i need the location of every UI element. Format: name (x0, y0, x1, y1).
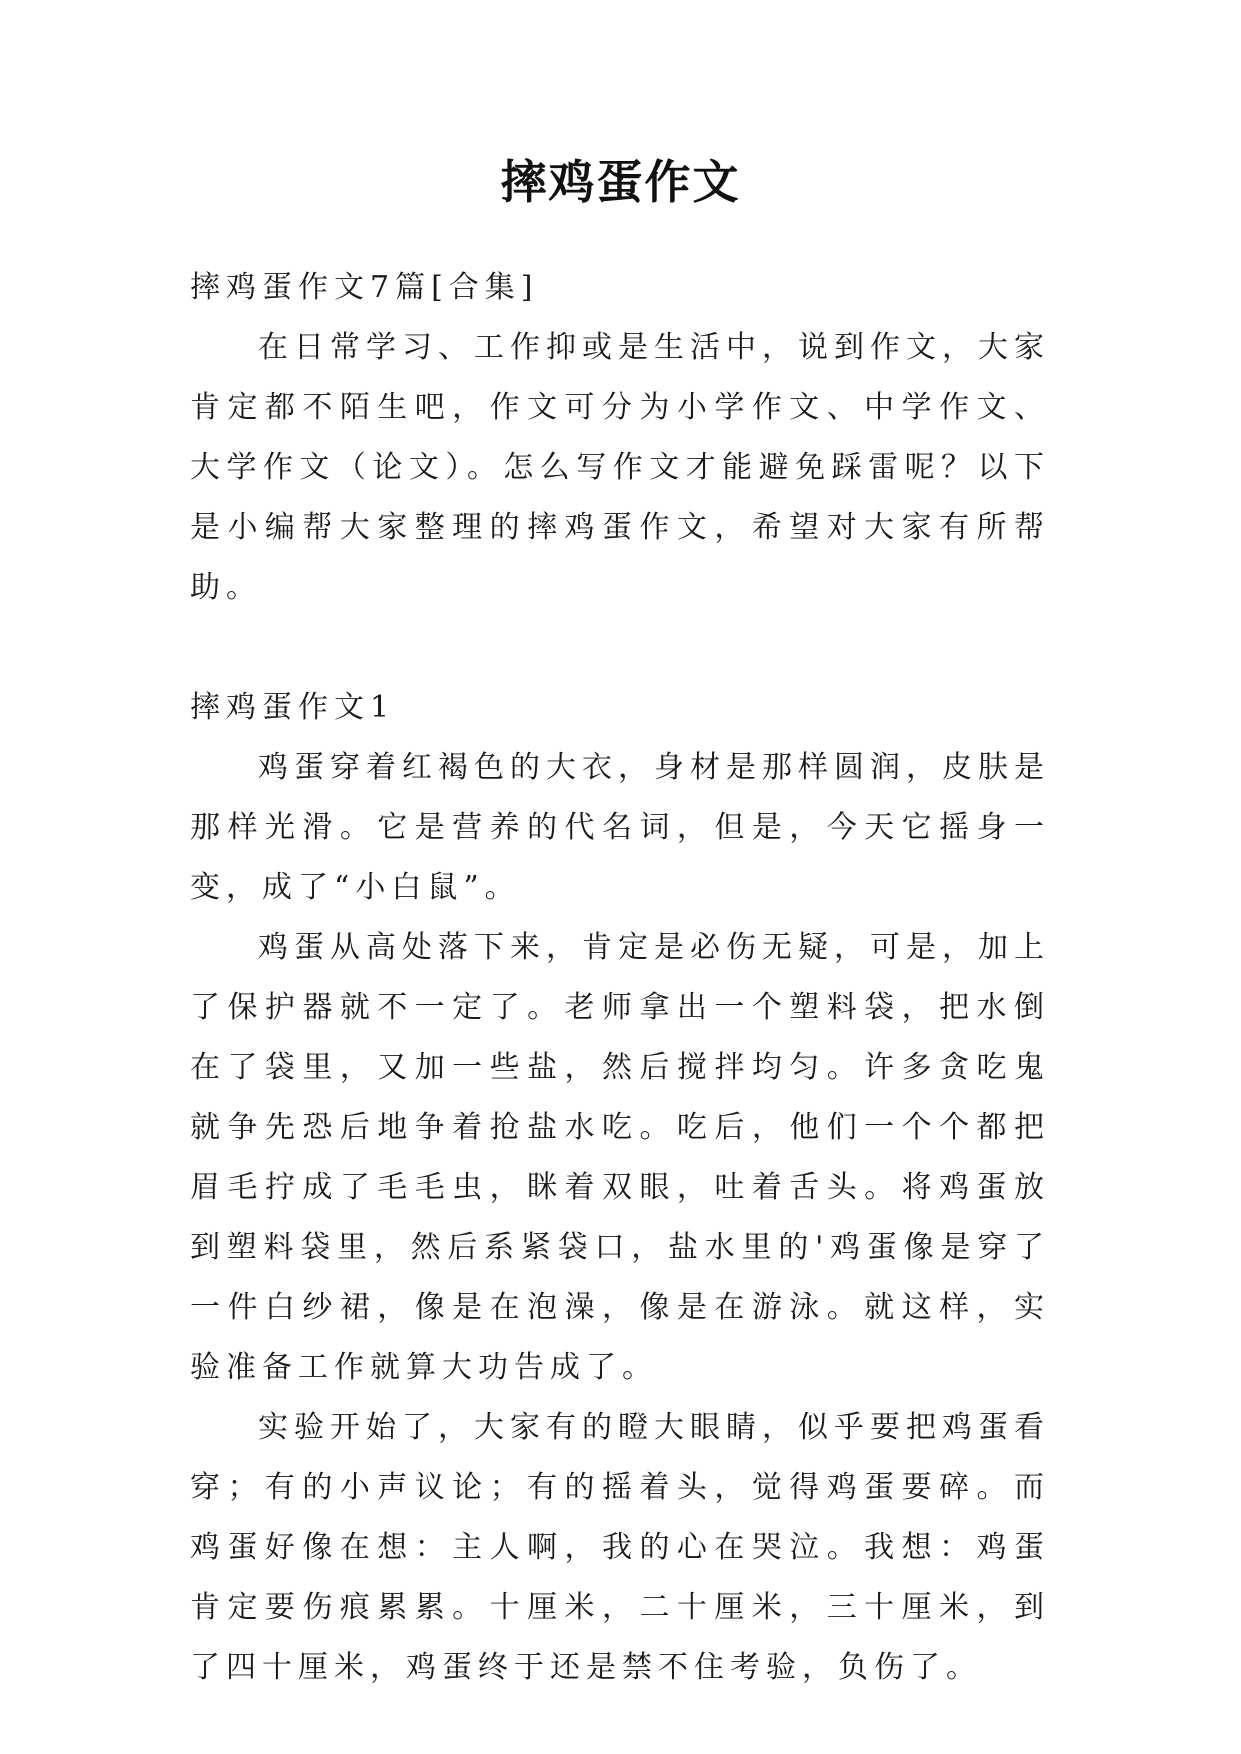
body-paragraph: 鸡蛋穿着红褐色的大衣，身材是那样圆润，皮肤是那样光滑。它是营养的代名词，但是，今天它摇身一变，成了“小白鼠”。 (190, 750, 1050, 905)
body-paragraph: 实验开始了，大家有的瞪大眼睛，似乎要把鸡蛋看穿；有的小声议论；有的摇着头，觉得鸡蛋要碎。而鸡蛋好像在想：主人啊，我的心在哭泣。我想：鸡蛋肯定要伤痕累累。十厘米，二十厘米，三十厘米，到了四十厘米，鸡蛋终于还是禁不住考验，负伤了。 (190, 1410, 1050, 1685)
body-paragraph: 鸡蛋从高处落下来，肯定是必伤无疑，可是，加上了保护器就不一定了。老师拿出一个塑料袋，把水倒在了袋里，又加一些盐，然后搅拌均匀。许多贪吃鬼就争先恐后地争着抢盐水吃。吃后，他们一个个都把眉毛拧成了毛毛虫，眯着双眼，吐着舌头。将鸡蛋放到塑料袋里，然后系紧袋口，盐水里的'鸡蛋像是穿了一件白纱裙，像是在泡澡，像是在游泳。就这样，实验准备工作就算大功告成了。 (190, 930, 1050, 1385)
document-title: 摔鸡蛋作文 (500, 155, 741, 209)
section-heading: 摔鸡蛋作文1 (190, 690, 396, 725)
section-spacer (190, 618, 1050, 678)
intro-paragraph: 在日常学习、工作抑或是生活中，说到作文，大家肯定都不陌生吧，作文可分为小学作文、中学作文、大学作文（论文）。怎么写作文才能避免踩雷呢？以下是小编帮大家整理的摔鸡蛋作文，希望对大家有所帮助。 (190, 330, 1050, 605)
document-subtitle: 摔鸡蛋作文7篇[合集] (190, 270, 539, 305)
document-body (190, 258, 1050, 1698)
